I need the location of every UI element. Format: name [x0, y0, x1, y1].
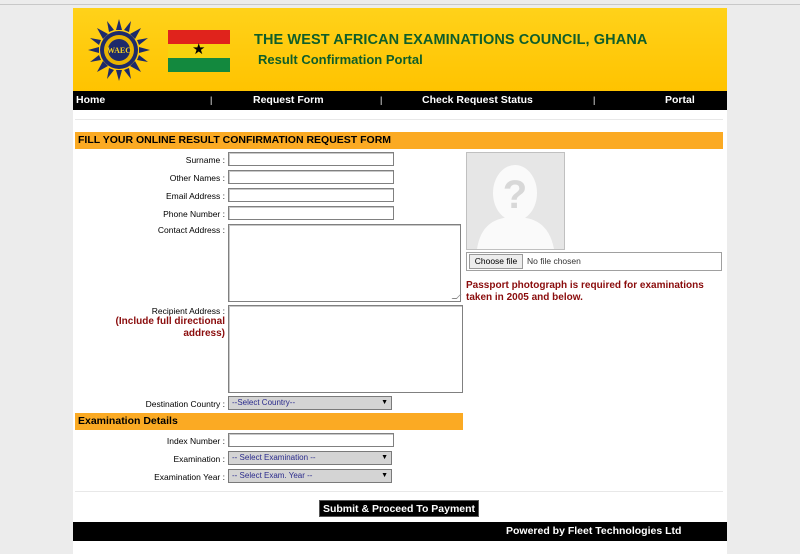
index-number-label: Index Number : — [166, 436, 225, 446]
recipient-address-label: Recipient Address : — [151, 306, 225, 316]
svg-text:?: ? — [502, 173, 528, 217]
examination-label: Examination : — [173, 454, 225, 464]
exam-year-select[interactable] — [228, 469, 392, 483]
org-title: THE WEST AFRICAN EXAMINATIONS COUNCIL, GHANA — [254, 32, 648, 48]
phone-label: Phone Number : — [163, 209, 225, 219]
destination-country-select[interactable] — [228, 396, 392, 410]
email-label: Email Address : — [165, 191, 225, 201]
nav-check-status-link[interactable]: Check Request Status — [422, 94, 533, 106]
divider — [75, 491, 723, 492]
page-container — [73, 8, 727, 554]
nav-bar — [73, 91, 727, 110]
file-status-text: No file chosen — [527, 256, 581, 266]
other-names-input[interactable] — [228, 170, 394, 184]
index-number-input[interactable] — [228, 433, 394, 447]
destination-country-value: --Select Country-- — [232, 398, 296, 407]
passport-photo-placeholder — [466, 152, 565, 250]
photo-file-input[interactable] — [466, 252, 722, 271]
examination-value: -- Select Examination -- — [232, 453, 316, 462]
phone-input[interactable] — [228, 206, 394, 220]
placeholder-avatar-icon — [467, 153, 564, 249]
destination-country-label: Destination Country : — [145, 399, 225, 409]
nav-home-link[interactable]: Home — [76, 94, 106, 106]
submit-proceed-button[interactable]: Submit & Proceed To Payment — [319, 500, 479, 517]
browser-top-line — [0, 4, 800, 5]
examination-select[interactable] — [228, 451, 392, 465]
header-banner — [73, 8, 727, 91]
other-names-label: Other Names : — [169, 173, 225, 183]
exam-year-value: -- Select Exam. Year -- — [232, 471, 313, 480]
email-input[interactable] — [228, 188, 394, 202]
nav-separator: | — [380, 95, 383, 105]
contact-address-textarea[interactable] — [228, 224, 461, 302]
recipient-address-textarea[interactable] — [228, 305, 463, 393]
surname-input[interactable] — [228, 152, 394, 166]
recipient-address-note: (Include full directional address) — [115, 316, 225, 339]
exam-section-title: Examination Details — [75, 413, 463, 430]
ghana-flag-icon: ★ — [168, 30, 230, 72]
footer-credit: Powered by Fleet Technologies Ltd — [506, 525, 682, 537]
nav-portal-link[interactable]: Portal — [665, 94, 695, 106]
nav-separator: | — [210, 95, 213, 105]
portal-title: Result Confirmation Portal — [258, 52, 423, 67]
dropdown-arrow-icon: ▼ — [381, 454, 388, 461]
dropdown-arrow-icon: ▼ — [381, 472, 388, 479]
choose-file-button[interactable]: Choose file — [469, 254, 523, 269]
photo-notice: Passport photograph is required for examinations taken in 2005 and below. — [466, 280, 704, 303]
dropdown-arrow-icon: ▼ — [381, 399, 388, 406]
nav-separator: | — [593, 95, 596, 105]
divider — [75, 119, 723, 120]
footer-bar — [73, 522, 727, 541]
exam-year-label: Examination Year : — [154, 472, 225, 482]
waec-logo-icon — [87, 18, 151, 82]
contact-address-label: Contact Address : — [157, 225, 225, 235]
surname-label: Surname : — [185, 155, 225, 165]
form-section-title: FILL YOUR ONLINE RESULT CONFIRMATION REQUEST FORM — [75, 132, 723, 149]
svg-text:WAEC: WAEC — [106, 46, 132, 55]
nav-request-form-link[interactable]: Request Form — [253, 94, 324, 106]
